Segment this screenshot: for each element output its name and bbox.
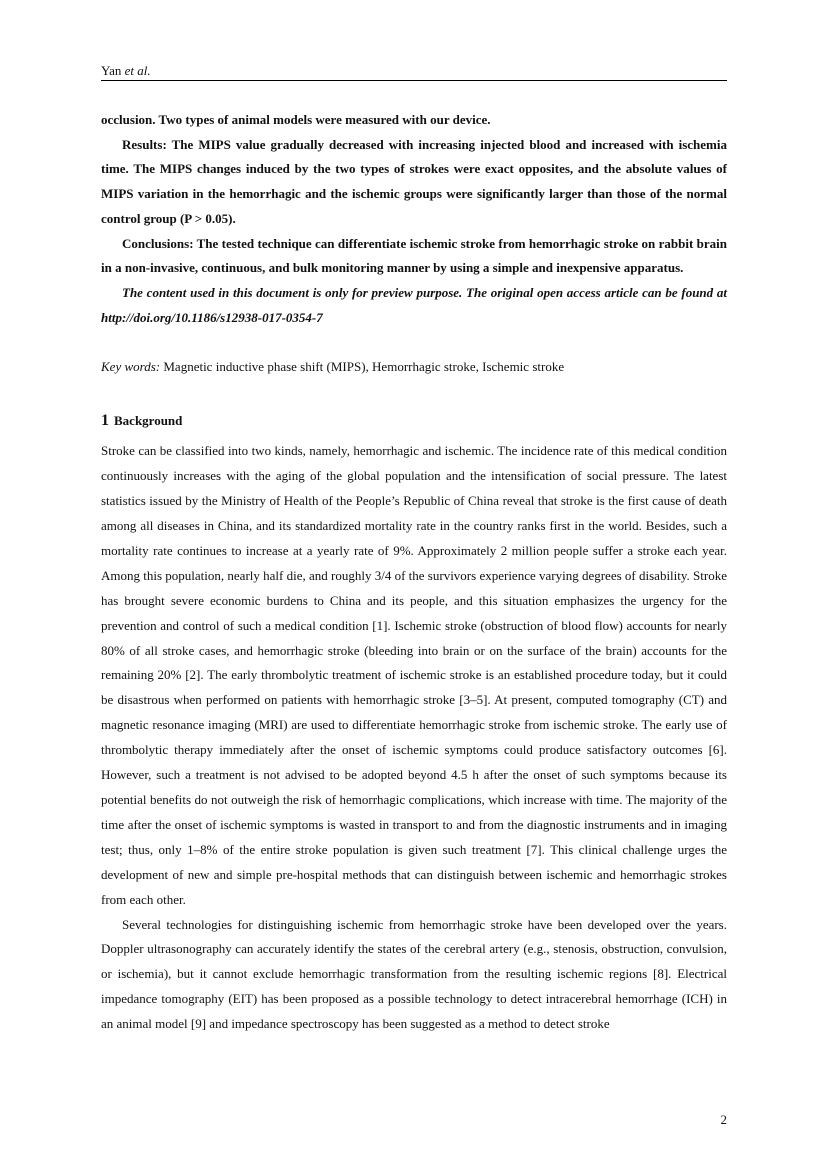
section-title: Background <box>114 413 183 429</box>
page-header <box>101 60 727 81</box>
keywords-label: Key words: <box>101 359 161 375</box>
article-content <box>101 108 727 1037</box>
running-head-author: Yan et al. <box>101 63 151 78</box>
keywords <box>101 357 727 377</box>
preview-note: The content used in this document is only for preview purpose. The original open access article can be found at http://doi.org/10.1186/s12938-017-0354-7 <box>101 284 727 325</box>
body-paragraph-1: Stroke can be classified into two kinds, namely, hemorrhagic and ischemic. The incidence rate of this medical condition continuously increases with the aging of the global population and the intensification of social pressure. The latest statistics issued by the Ministry of Health of the People’s Republic of China reveal that stroke is the first cause of death among all diseases in China, and its standardized mortality rate in the country ranks first in the world. Besides, such a mortality rate continues to increase at a yearly rate of 9%. Approximately 2 million people suffer a stroke each year. Among this population, nearly half die, and roughly 3/4 of the survivors experience varying degrees of disability. Stroke has brought severe economic burdens to China and its people, and this situation emphasizes the urgency for the prevention and control of such a medical condition [1]. Ischemic stroke (obstruction of blood flow) accounts for nearly 80% of all stroke cases, and hemorrhagic stroke (bleeding into brain or on the surface of the brain) accounts for the remaining 20% [2]. The early thrombolytic treatment of ischemic stroke is an established procedure today, but it could be disastrous when performed on patients with hemorrhagic stroke [3–5]. At present, computed tomography (CT) and magnetic resonance imaging (MRI) are used to differentiate hemorrhagic stroke from ischemic stroke. The early use of thrombolytic therapy immediately after the onset of ischemic symptoms could produce satisfactory outcomes [6]. However, such a treatment is not advised to be adopted beyond 4.5 h after the onset of such symptoms because its potential benefits do not outweigh the risk of hemorrhagic complications, which increase with time. The majority of the time after the onset of ischemic symptoms is wasted in transport to and from the diagnostic instruments and in imaging test; thus, only 1–8% of the entire stroke population is given such treatment [7]. This clinical challenge urges the development of new and simple pre-hospital methods that can distinguish between ischemic and hemorrhagic strokes from each other. <box>101 443 727 907</box>
page-number: 2 <box>720 1112 727 1127</box>
section-number: 1 <box>101 412 109 430</box>
abstract-conclusions: Conclusions: The tested technique can differentiate ischemic stroke from hemorrhagic stroke on rabbit brain in a non-invasive, continuous, and bulk monitoring manner by using a simple and inexpensive apparatus. <box>101 235 727 276</box>
abstract-methods-end: occlusion. Two types of animal models were measured with our device. <box>101 112 491 127</box>
body-paragraph-2: Several technologies for distinguishing ischemic from hemorrhagic stroke have been developed over the years. Doppler ultrasonography can accurately identify the states of the cerebral artery (e.g., stenosis, obstruction, convulsion, or ischemia), but it cannot exclude hemorrhagic transformation from the resulting ischemic regions [8]. Electrical impedance tomography (EIT) has been proposed as a possible technology to detect intracerebral hemorrhage (ICH) in an animal model [9] and impedance spectroscopy has been suggested as a method to detect stroke <box>101 916 727 1032</box>
abstract-results: Results: The MIPS value gradually decreased with increasing injected blood and increased with ischemia time. The MIPS changes induced by the two types of strokes were exact opposites, and the absolute values of MIPS variation in the hemorrhagic and the ischemic groups were significantly larger than those of the normal control group (P > 0.05). <box>101 136 727 226</box>
keywords-text: Magnetic inductive phase shift (MIPS), Hemorrhagic stroke, Ischemic stroke <box>160 359 565 375</box>
section-heading <box>101 411 727 431</box>
